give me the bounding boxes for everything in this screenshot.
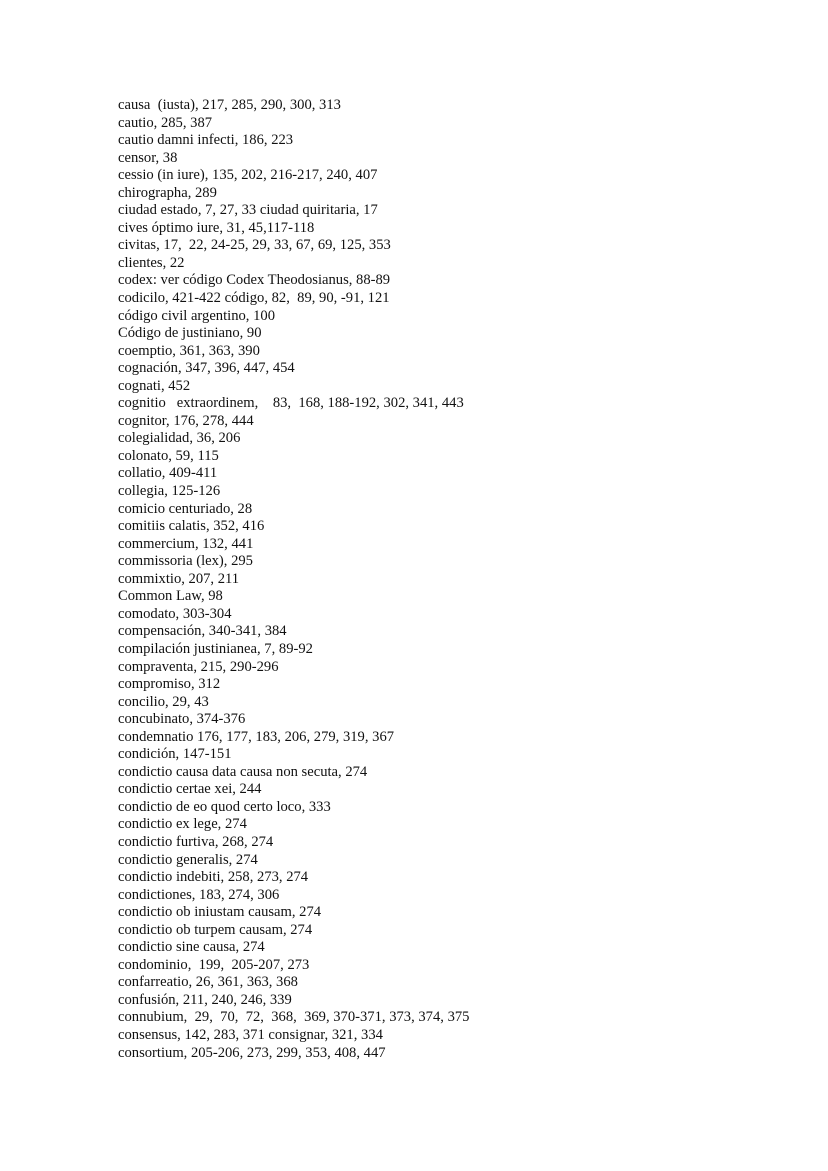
index-entry: condictio generalis, 274 [118, 851, 258, 868]
index-entry: compromiso, 312 [118, 676, 221, 693]
index-entry: compraventa, 215, 290-296 [118, 658, 279, 675]
index-entry: commercium, 132, 441 [118, 535, 254, 552]
index-entry: confusión, 211, 240, 246, 339 [118, 991, 292, 1008]
index-entry: Código de justiniano, 90 [118, 325, 262, 342]
index-entry: condictio furtiva, 268, 274 [118, 833, 274, 850]
index-entry: condictio causa data causa non secuta, 274 [118, 763, 368, 780]
index-entry: chirographa, 289 [118, 184, 217, 201]
index-entry: cautio damni infecti, 186, 223 [118, 132, 294, 149]
index-entry: cognati, 452 [118, 377, 191, 394]
index-entry: consortium, 205-206, 273, 299, 353, 408, 447 [118, 1044, 386, 1061]
index-entry: clientes, 22 [118, 254, 185, 271]
index-entry: compensación, 340-341, 384 [118, 623, 287, 640]
index-entry: coemptio, 361, 363, 390 [118, 342, 260, 359]
index-entry: confarreatio, 26, 361, 363, 368 [118, 974, 298, 991]
index-entry: cognitio extraordinem, 83, 168, 188-192, 302, 341, 443 [118, 395, 464, 412]
index-entry: comicio centuriado, 28 [118, 500, 253, 517]
index-entry: condominio, 199, 205-207, 273 [118, 956, 310, 973]
index-entry: concubinato, 374-376 [118, 711, 246, 728]
index-entry: codicilo, 421-422 código, 82, 89, 90, -91, 121 [118, 290, 390, 307]
index-entry: commixtio, 207, 211 [118, 570, 240, 587]
index-entry: codex: ver código Codex Theodosianus, 88-89 [118, 272, 391, 289]
index-entry: condictio de eo quod certo loco, 333 [118, 798, 331, 815]
index-entry: causa (iusta), 217, 285, 290, 300, 313 [118, 97, 341, 113]
index-entry: connubium, 29, 70, 72, 368, 369, 370-371, 373, 374, 375 [118, 1009, 470, 1026]
index-entry: cautio, 285, 387 [118, 114, 213, 131]
index-entry: condictio indebiti, 258, 273, 274 [118, 869, 309, 886]
index-entry: censor, 38 [118, 149, 178, 166]
index-entry: colonato, 59, 115 [118, 447, 219, 464]
index-entry: ciudad estado, 7, 27, 33 ciudad quiritaria, 17 [118, 202, 378, 219]
index-entry: cessio (in iure), 135, 202, 216-217, 240, 407 [118, 167, 378, 184]
index-entry: condictio ob turpem causam, 274 [118, 921, 313, 938]
index-entry: Common Law, 98 [118, 588, 223, 605]
index-entry: condictio ob iniustam causam, 274 [118, 904, 322, 921]
index-entry: colegialidad, 36, 206 [118, 430, 241, 447]
index-entry: compilación justinianea, 7, 89-92 [118, 640, 313, 657]
index-entry: condictio sine causa, 274 [118, 939, 265, 956]
index-entry: comodato, 303-304 [118, 605, 232, 622]
index-entry: collatio, 409-411 [118, 465, 218, 482]
index-entry: condictio ex lege, 274 [118, 816, 247, 833]
index-entry: consensus, 142, 283, 371 consignar, 321, 334 [118, 1026, 383, 1043]
index-entry: commissoria (lex), 295 [118, 553, 253, 570]
index-entry: comitiis calatis, 352, 416 [118, 518, 265, 535]
index-entry: condición, 147-151 [118, 746, 232, 763]
index-entry: concilio, 29, 43 [118, 693, 209, 710]
index-entry: condictio certae xei, 244 [118, 781, 262, 798]
index-list [118, 97, 469, 1062]
index-entry: cognitor, 176, 278, 444 [118, 412, 254, 429]
index-entry: condemnatio 176, 177, 183, 206, 279, 319, 367 [118, 728, 395, 745]
index-entry: cognación, 347, 396, 447, 454 [118, 360, 295, 377]
index-entry: collegia, 125-126 [118, 483, 221, 500]
index-entry: cives óptimo iure, 31, 45,117-118 [118, 219, 315, 236]
index-entry: condictiones, 183, 274, 306 [118, 886, 280, 903]
index-entry: código civil argentino, 100 [118, 307, 275, 324]
index-entry: civitas, 17, 22, 24-25, 29, 33, 67, 69, 125, 353 [118, 237, 391, 254]
